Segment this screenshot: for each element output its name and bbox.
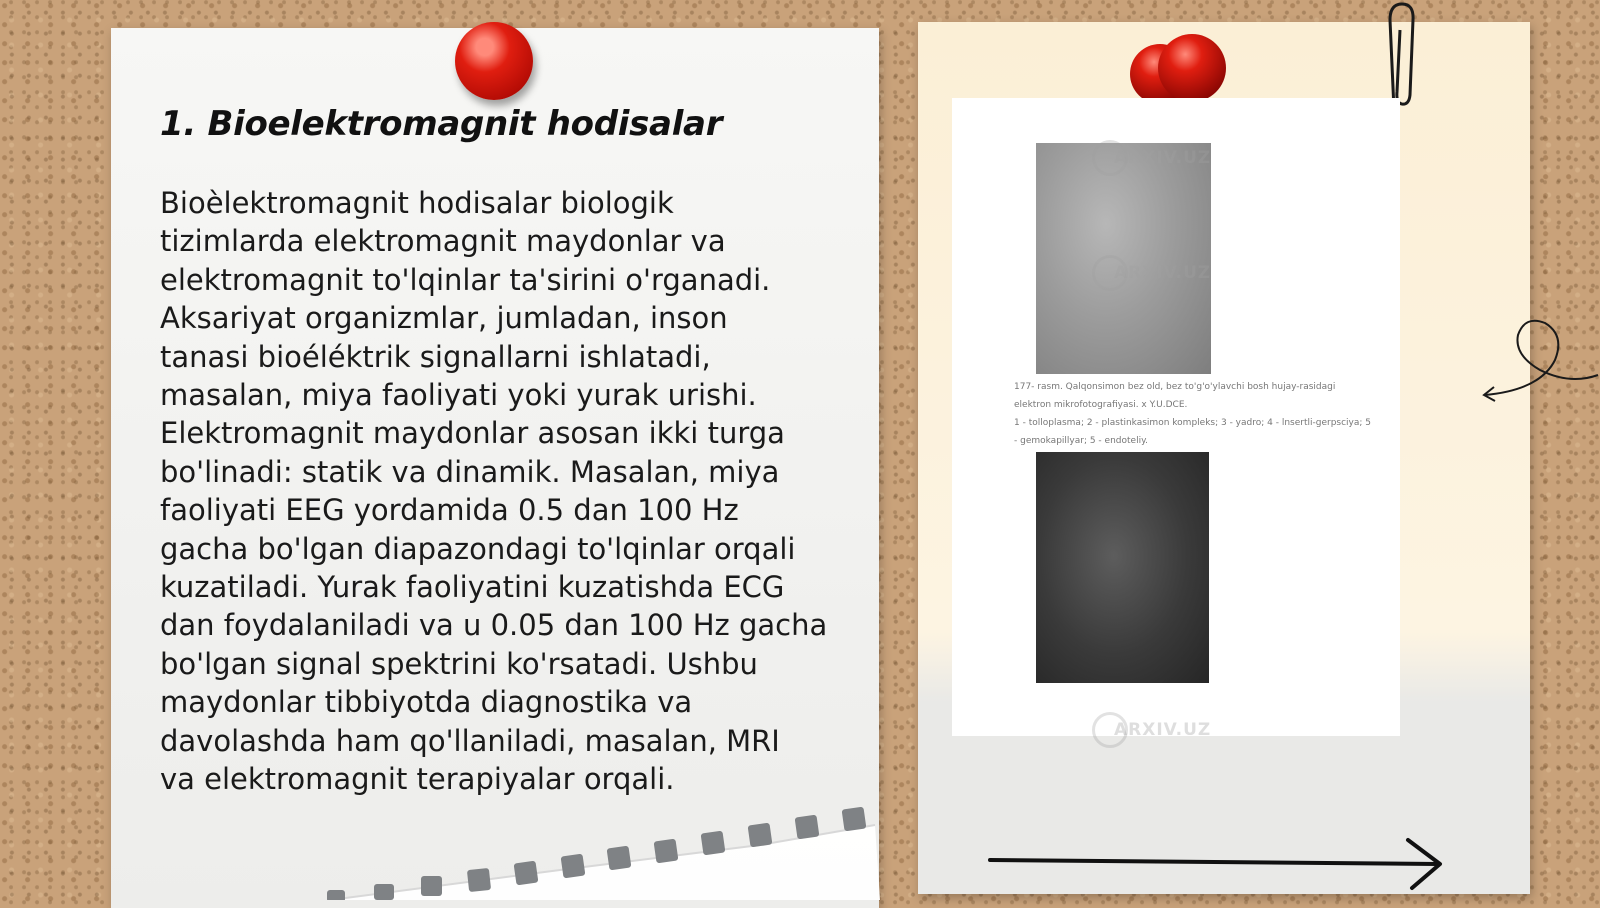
watermark: ARXIV.UZ	[1092, 712, 1211, 748]
caption-line: - gemokapillyar; 5 - endoteliy.	[1014, 436, 1148, 446]
caption-line: 177- rasm. Qalqonsimon bez old, bez to'g'o'ylavchi bosh hujay-rasidagi	[1014, 382, 1336, 392]
loop-arrow-doodle	[1480, 315, 1600, 405]
slide-body-text: Bioèlektromagnit hodisalar biologik tizimlarda elektromagnit maydonlar va elektromagnit to'lqinlar ta'sirini o'rganadi. Aksariyat organizmlar, jumladan, inson tanasi bioéléktrik signallarni ishlatadi, masalan, miya faoliyati yoki yurak urishi. Elektromagnit maydonlar asosan ikki turga bo'linadi: statik va dinamik. Masalan, miya faoliyati EEG yordamida 0.5 dan 100 Hz gacha bo'lgan diapazondagi to'lqinlar orqali kuzatiladi. Yurak faoliyatini kuzatishda ECG dan foydalaniladi va u 0.05 dan 100 Hz gacha bo'lgan signal spektrini ko'rsatadi. Ushbu maydonlar tibbiyotda diagnostika va davolashda ham qo'llaniladi, masalan, MRI va elektromagnit terapiyalar orqali.	[160, 186, 828, 797]
watermark: ARXIV.UZ	[1092, 140, 1211, 176]
micrograph-image-bottom	[1036, 452, 1209, 683]
figure-legend	[1014, 414, 1374, 450]
figure-caption	[1014, 378, 1374, 414]
caption-line: elektron mikrofotografiyasi. x Y.U.DCE.	[1014, 400, 1188, 410]
slide-heading: 1. Bioelektromagnit hodisalar	[160, 104, 723, 144]
watermark: ARXIV.UZ	[1092, 255, 1211, 291]
pushpin-icon	[1130, 34, 1234, 104]
pushpin-icon	[455, 22, 533, 100]
next-arrow-icon[interactable]	[988, 836, 1448, 896]
caption-line: 1 - tolloplasma; 2 - plastinkasimon kompleks; 3 - yadro; 4 - lnsertli-gerpsciya; 5	[1014, 418, 1371, 428]
